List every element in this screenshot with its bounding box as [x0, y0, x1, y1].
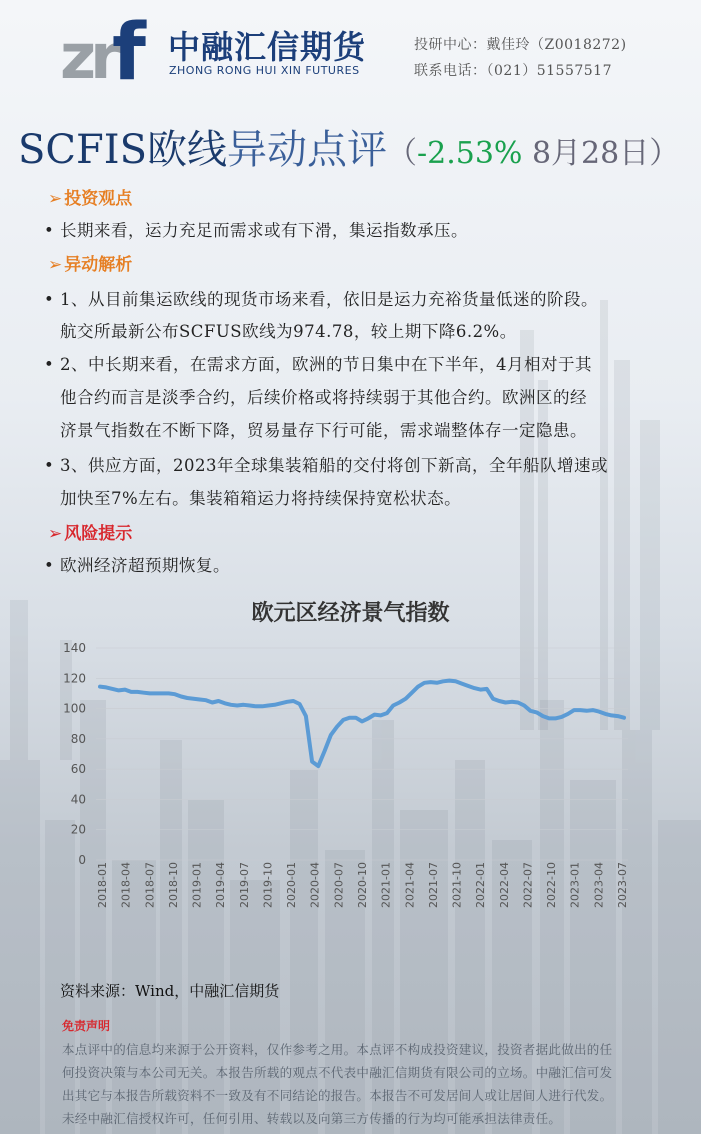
x-tick-label: 2019-01	[190, 862, 204, 908]
x-tick-label: 2019-04	[214, 862, 228, 908]
x-tick-label: 2018-01	[96, 862, 109, 908]
y-tick-label: 100	[63, 701, 86, 716]
euro-area-sentiment-chart	[48, 630, 638, 950]
x-tick-label: 2020-10	[356, 862, 369, 908]
x-tick-label: 2021-10	[450, 862, 464, 908]
x-tick-label: 2018-10	[166, 862, 180, 908]
logo-zr-letters: zr	[60, 20, 115, 93]
x-tick-label: 2018-07	[143, 862, 157, 908]
paragraph-line: 他合约而言是淡季合约，后续价格或将持续弱于其他合约。欧洲区的经	[60, 388, 587, 407]
logo-f-letter: f	[112, 8, 146, 98]
y-tick-label: 80	[70, 731, 86, 746]
x-tick-label: 2022-10	[545, 862, 559, 908]
x-tick-label: 2021-07	[426, 862, 440, 908]
contact-phone: 联系电话：（021）51557517	[414, 63, 612, 79]
section-heading-risk	[48, 519, 132, 544]
x-tick-label: 2022-04	[497, 862, 511, 908]
paragraph-line: 济景气指数在不断下降，贸易量存下行可能，需求端整体存一定隐患。	[60, 421, 587, 440]
section-heading-investment-view	[48, 184, 132, 209]
title-part2: 异动点评	[226, 127, 387, 173]
company-name-en: ZHONG RONG HUI XIN FUTURES	[169, 64, 360, 77]
title-paren: （	[386, 136, 417, 171]
x-tick-label: 2023-01	[568, 862, 582, 908]
arrow-bullet-icon: ➢	[48, 189, 63, 209]
disclaimer-title: 免责声明	[62, 1019, 111, 1033]
arrow-bullet-icon: ➢	[48, 524, 63, 544]
paragraph-line: • 欧洲经济超预期恢复。	[44, 556, 230, 575]
disclaimer-line: 未经中融汇信授权许可，任何引用、转载以及向第三方传播的行为均可能承担法律责任。	[62, 1111, 562, 1126]
title-part1: SCFIS欧线	[18, 127, 227, 173]
section-heading-analysis	[48, 250, 132, 275]
y-tick-label: 140	[63, 641, 86, 655]
x-tick-label: 2021-04	[403, 862, 417, 908]
x-tick-label: 2021-01	[379, 862, 393, 908]
paragraph-line: 加快至7%左右。集装箱箱运力将持续保持宽松状态。	[60, 489, 462, 508]
report-header	[0, 0, 701, 98]
paragraph-line: • 2、中长期来看，在需求方面，欧洲的节日集中在下半年，4月相对于其	[44, 355, 592, 374]
x-tick-label: 2018-04	[119, 862, 133, 908]
x-tick-label: 2022-07	[521, 862, 535, 908]
y-tick-label: 40	[70, 792, 86, 807]
company-name-cn: 中融汇信期货	[168, 28, 367, 66]
title-date: 8月28日）	[522, 136, 680, 171]
paragraph-line: • 1、从目前集运欧线的现货市场来看，依旧是运力充裕货量低迷的阶段。	[44, 290, 598, 309]
y-tick-label: 0	[78, 853, 86, 867]
y-tick-label: 120	[63, 671, 86, 686]
paragraph-line: 航交所最新公布SCFUS欧线为974.78，较上期下降6.2%。	[60, 322, 517, 341]
disclaimer-line: 本点评中的信息均来源于公开资料，仅作参考之用。本点评不构成投资建议，投资者据此做出的任	[62, 1042, 613, 1057]
x-tick-label: 2023-04	[592, 862, 606, 908]
report-title	[18, 118, 679, 175]
x-tick-label: 2020-04	[308, 862, 322, 908]
x-tick-label: 2019-07	[237, 862, 251, 908]
y-tick-label: 20	[70, 822, 86, 837]
section-heading-text: 异动解析	[64, 255, 133, 275]
paragraph-line: • 3、供应方面，2023年全球集装箱船的交付将创下新高，全年船队增速或	[44, 456, 608, 475]
data-source: 资料来源：Wind，中融汇信期货	[60, 982, 280, 1000]
title-change-percent: -2.53%	[416, 136, 523, 171]
y-tick-label: 60	[70, 762, 86, 777]
x-tick-label: 2022-01	[474, 862, 488, 908]
x-tick-label: 2020-07	[332, 862, 346, 908]
contact-researcher: 投研中心：戴佳玲（Z0018272)	[414, 37, 627, 53]
disclaimer-line: 出其它与本报告所载资料不一致及有不同结论的报告。本报告不可发居间人或让居间人进行代发。	[62, 1088, 613, 1103]
arrow-bullet-icon: ➢	[48, 255, 63, 275]
disclaimer-line: 何投资决策与本公司无关。本报告所载的观点不代表中融汇信期货有限公司的立场。中融汇信可发	[62, 1065, 613, 1080]
x-tick-label: 2023-07	[616, 862, 629, 908]
x-tick-label: 2019-10	[261, 862, 275, 908]
paragraph-line: • 长期来看，运力充足而需求或有下滑，集运指数承压。	[44, 221, 468, 240]
chart-title: 欧元区经济景气指数	[251, 601, 450, 626]
x-tick-label: 2020-01	[285, 862, 299, 908]
section-heading-text: 风险提示	[64, 524, 133, 544]
section-heading-text: 投资观点	[64, 189, 133, 209]
series-line	[100, 681, 624, 767]
